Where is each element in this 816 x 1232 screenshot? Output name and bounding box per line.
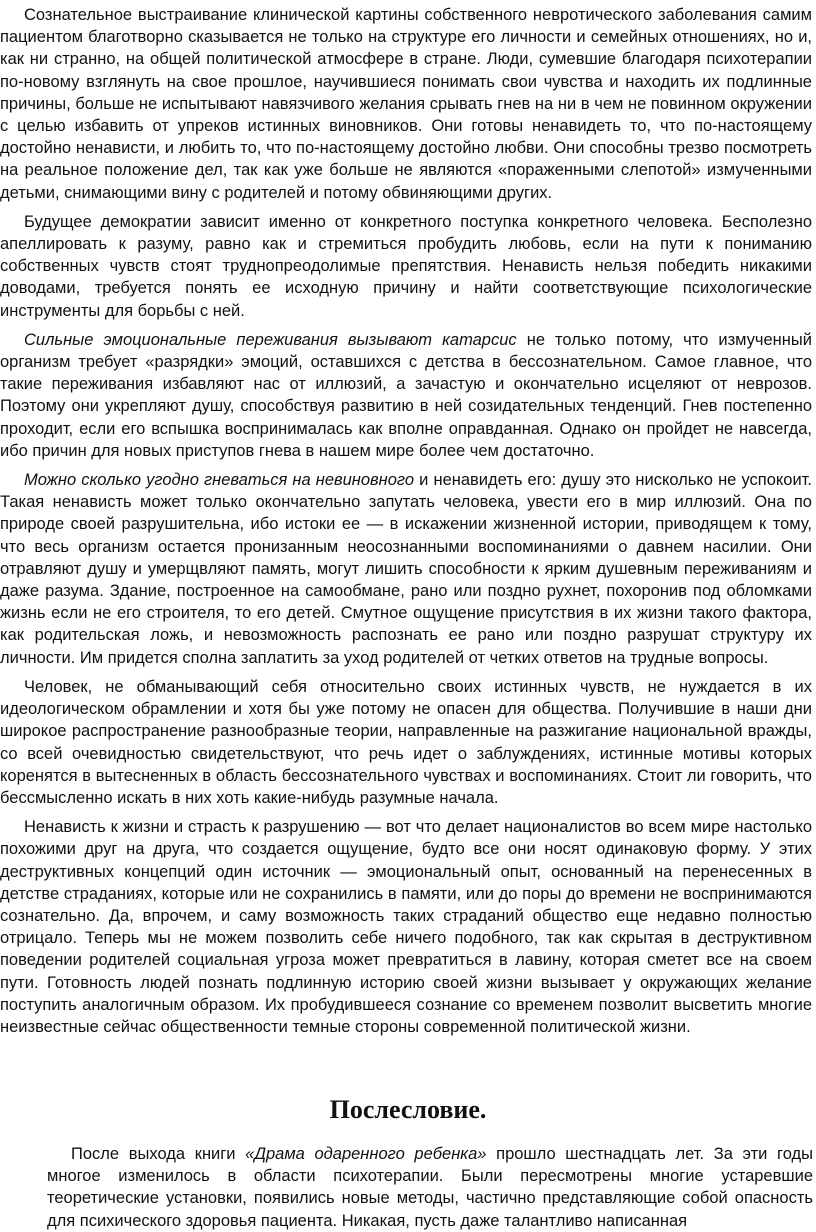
paragraph-5: Человек, не обманывающий себя относительно своих истинных чувств, не нуждается в их идеологическом обрамлении и хотя бы уже потому не опасен для общества. Получившие в наши дни широкое распространение разнообразные теории, направленные на разжигание национальной вражды, со всей очевидностью свидетельствуют, что речь идет о заблуждениях, истинные мотивы которых коренятся в вытесненных в область бессознательного чувствах и воспоминаниях. Стоит ли говорить, что бессмысленно искать в них хоть какие-нибудь разумные начала. (0, 677, 812, 807)
paragraph-6: Ненависть к жизни и страсть к разрушению — вот что делает националистов во всем мире настолько похожими друг на друга, что создается ощущение, будто все они носят одинаковую форму. У этих деструктивных концепций один источник — эмоциональный опыт, основанный на перенесенных в детстве страданиях, которые или не сохранились в памяти, или до поры до времени не воспринимаются сознательно. Да, впрочем, и саму возможность таких страданий общество еще недавно полностью отрицало. Теперь мы не можем позволить себе ничего подобного, так как скрытая в деструктивном поведении родителей социальная угроза может превратиться в лавину, которая сметет все на своем пути. Готовность людей познать подлинную историю своей жизни вызывает у окружающих желание поступить аналогичным образом. Их пробудившееся сознание со временем позволит высветить многие неизвестные сейчас общественности темные стороны современной политической жизни. (0, 818, 812, 1036)
afterword-text (47, 1143, 813, 1232)
italic-phrase: Сильные эмоциональные переживания вызывают катарсис (24, 330, 517, 349)
paragraph-4: Можно сколько угодно гневаться на невиновного и ненавидеть его: душу это нисколько не успокоит. Такая ненависть может только окончательно запутать человека, увести его в мир иллюзий. Она по природе своей разрушительна, ибо истоки ее — в искажении жизненной истории, приводящем к тому, что весь организм остается пронизанным неосознанными воспоминаниями о давнем насилии. Они отравляют душу и умерщвляют память, могут лишить способности к ярким душевным переживаниям и даже разума. Здание, построенное на самообмане, рано или поздно рухнет, похоронив под обломками жизнь если не его строителя, то его детей. Смутное ощущение присутствия в их жизни такого фактора, как родительская ложь, и невозможность распознать ее рано или поздно разрушат структуру их личности. Им придется сполна заплатить за уход родителей от четких ответов на трудные вопросы. (0, 471, 812, 667)
paragraph-1: Сознательное выстраивание клинической картины собственного невротического заболевания самим пациентом благотворно сказывается не только на структуре его личности и семейных отношениях, но и, как ни странно, на общей политической атмосфере в стране. Люди, сумевшие благодаря психотерапии по-новому взглянуть на свое прошлое, научившиеся понимать свои чувства и находить их подлинные причины, больше не испытывают навязчивого желания срывать гнев на ни в чем не повинном окружении с целью избавить от упреков истинных виновников. Они готовы ненавидеть то, что по-настоящему достойно ненависти, и любить то, что по-настоящему достойно любви. Они способны трезво посмотреть на реальное положение дел, так как уже больше не являются «пораженными слепотой» измученными детьми, снимающими вину с родителей и потому обвиняющими других. (0, 6, 812, 202)
paragraph-3: Сильные эмоциональные переживания вызывают катарсис не только потому, что измученный организм требует «разрядки» эмоций, оставшихся с детства в бессознательном. Самое главное, что такие переживания избавляют нас от иллюзий, а зачастую и окончательно исцеляют от неврозов. Поэтому они укрепляют душу, способствуя развитию в ней созидательных тенденций. Гнев постепенно проходит, если его вспышка воспринималась как вполне оправданная. Однако он пройдет не навсегда, ибо причин для новых приступов гнева в нашем мире более чем достаточно. (0, 330, 812, 460)
book-title: «Драма одаренного ребенка» (245, 1145, 487, 1163)
italic-phrase: Можно сколько угодно гневаться на невиновного (24, 471, 415, 490)
paragraph-2: Будущее демократии зависит именно от конкретного поступка конкретного человека. Бесполезно апеллировать к разуму, равно как и стремиться пробудить любовь, если на пути к пониманию собственных чувств стоят труднопреодолимые препятствия. Ненависть нельзя победить никакими доводами, требуется понять ее исходную причину и найти соответствующие психологические инструменты для борьбы с ней. (0, 212, 812, 320)
afterword-heading: Послесловие. (329, 1095, 487, 1124)
main-text (0, 4, 812, 1045)
afterword-paragraph: После выхода книги «Драма одаренного ребенка» прошло шестнадцать лет. За эти годы многое изменилось в области психотерапии. Были пересмотрены многие устаревшие теоретические установки, появились новые методы, частично представляющие собой опасность для психического здоровья пациента. Никакая, пусть даже талантливо написанная (47, 1145, 814, 1230)
